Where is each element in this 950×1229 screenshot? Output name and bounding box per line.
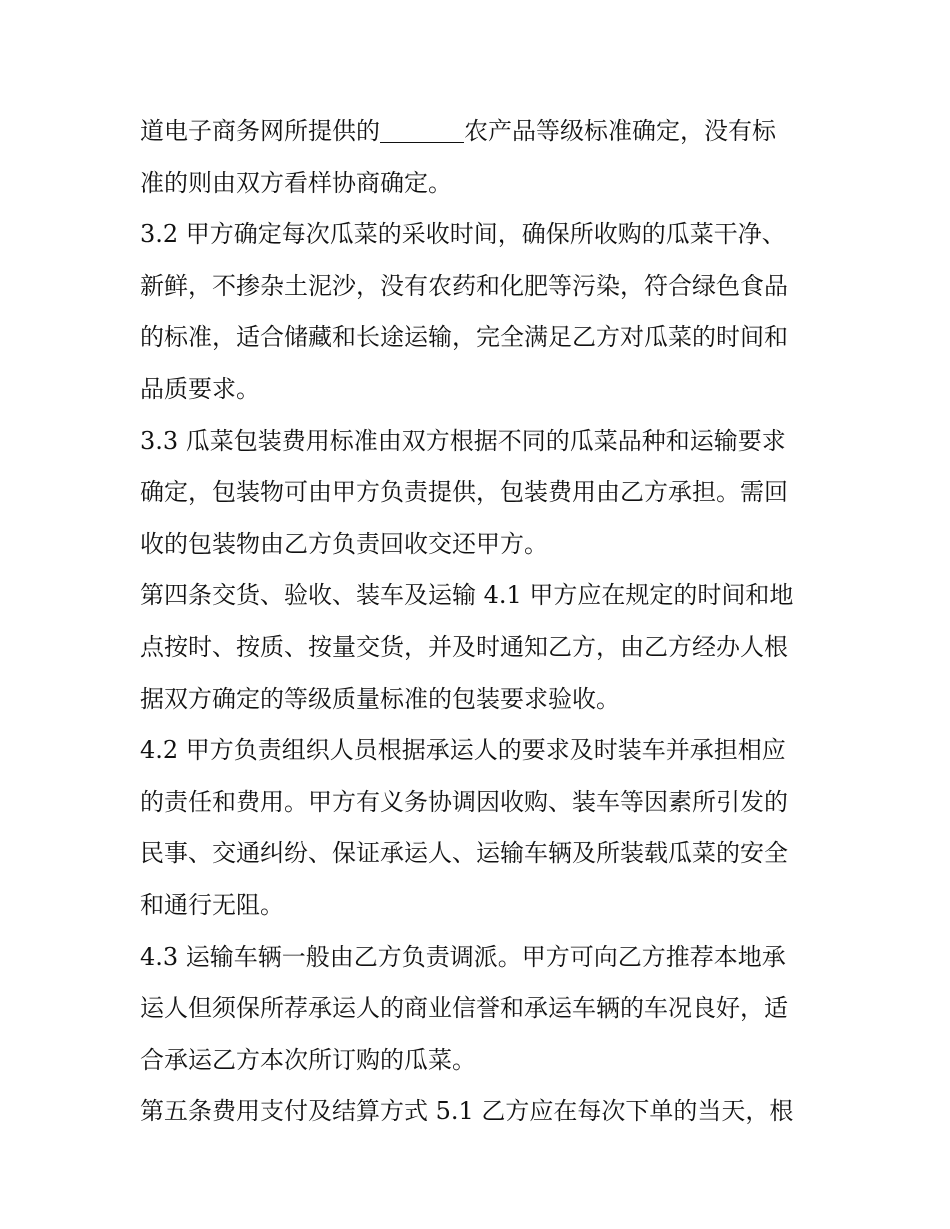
document-page [140, 106, 820, 1138]
text-line: 4.2 甲方负责组织人员根据承运人的要求及时装车并承担相应 [140, 736, 786, 765]
text-line: 确定，包装物可由甲方负责提供，包装费用由乙方承担。需回 [140, 478, 788, 507]
text-line: 的标准，适合储藏和长途运输，完全满足乙方对瓜菜的时间和 [140, 323, 788, 352]
text-line: 收的包装物由乙方负责回收交还甲方。 [140, 529, 548, 558]
text-line: 第四条交货、验收、装车及运输 4.1 甲方应在规定的时间和地 [140, 581, 794, 610]
text-line [140, 106, 820, 158]
text-segment: 农产品等级标准确定，没有标 [464, 117, 776, 145]
text-line: 4.3 运输车辆一般由乙方负责调派。甲方可向乙方推荐本地承 [140, 942, 786, 971]
fill-in-blank [380, 118, 464, 143]
text-line: 的责任和费用。甲方有义务协调因收购、装车等因素所引发的 [140, 787, 788, 816]
text-line: 3.2 甲方确定每次瓜菜的采收时间，确保所收购的瓜菜干净、 [140, 220, 786, 249]
text-line: 新鲜，不掺杂土泥沙，没有农药和化肥等污染，符合绿色食品 [140, 271, 788, 300]
text-line: 合承运乙方本次所订购的瓜菜。 [140, 1045, 476, 1074]
text-line: 点按时、按质、按量交货，并及时通知乙方，由乙方经办人根 [140, 632, 788, 661]
text-line: 3.3 瓜菜包装费用标准由双方根据不同的瓜菜品种和运输要求 [140, 426, 786, 455]
text-line: 民事、交通纠纷、保证承运人、运输车辆及所装载瓜菜的安全 [140, 839, 788, 868]
text-line: 和通行无阻。 [140, 890, 284, 919]
text-line: 准的则由双方看样协商确定。 [140, 168, 452, 197]
text-line: 第五条费用支付及结算方式 5.1 乙方应在每次下单的当天，根 [140, 1097, 794, 1126]
text-segment: 道电子商务网所提供的 [140, 117, 380, 145]
text-line: 据双方确定的等级质量标准的包装要求验收。 [140, 684, 620, 713]
text-line: 运人但须保所荐承运人的商业信誉和承运车辆的车况良好，适 [140, 994, 788, 1023]
text-line: 品质要求。 [140, 374, 260, 403]
